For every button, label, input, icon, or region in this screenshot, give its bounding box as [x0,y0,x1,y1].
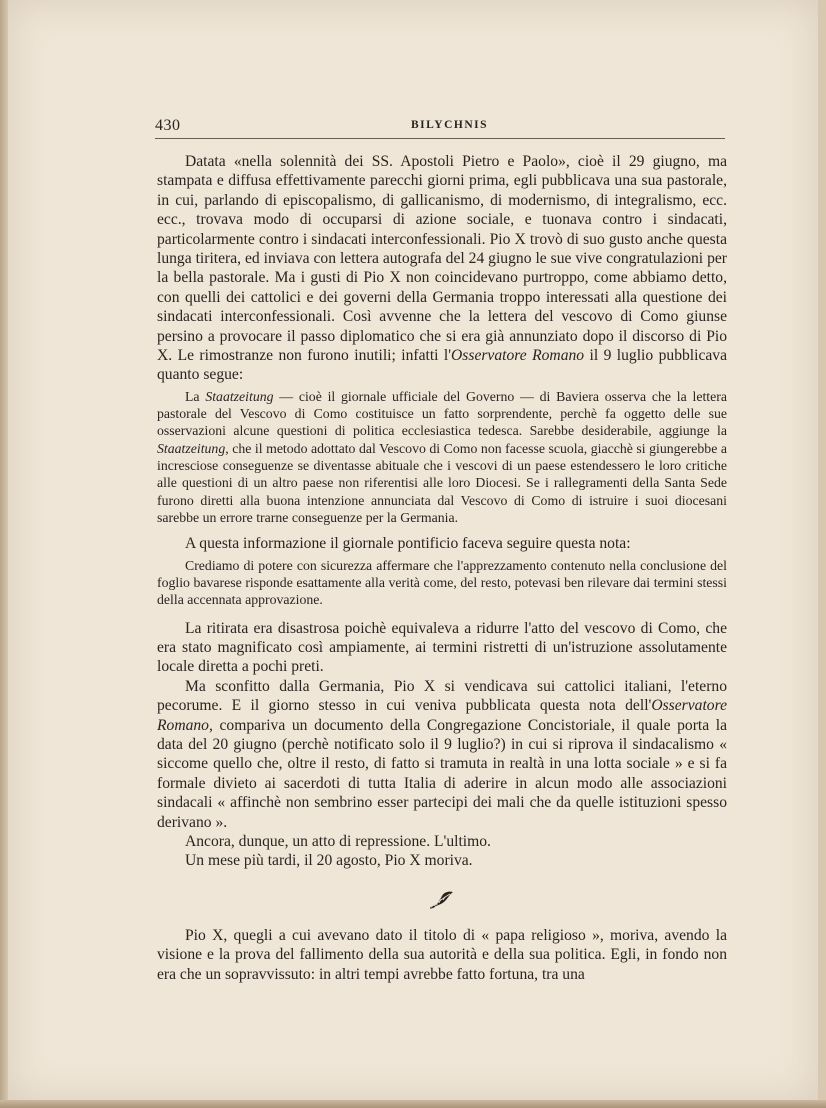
quote-1-start: La [185,388,206,404]
running-head: BILYCHNIS [411,119,488,131]
quote-1-mid: — cioè il giornale ufficiale del Governo — di Baviera osserva che la lettera pastorale del Vescovo di Como costituisce un fatto sorprendente, perchè fa oggetto delle sue osservazioni alcune questioni di politica ecclesiastica tedesca. Sarebbe desiderabile, aggiunge la [157,388,727,439]
block-quote-1 [157,388,727,526]
paragraph-7: Pio X, quegli a cui avevano dato il titolo di « papa religioso », moriva, avendo la visione e la prova del fallimento della sua autorità e della sua politica. Egli, in fondo non era che un sopravvissuto: in altri tempi avrebbe fatto fortuna, tra una [157,926,727,983]
leaf-fleuron-icon [428,885,456,910]
paragraph-2: A questa informazione il giornale pontificio faceva seguire questa nota: [185,535,631,553]
page-number: 430 [155,117,181,134]
newspaper-title: Staatzeitung [157,440,226,456]
paragraph-1 [157,152,727,385]
paragraph-4-end: compariva un documento della Congregazione Concistoriale, il quale porta la data del 20 giugno (perchè notificato solo il 9 luglio?) in cui si riprova il sindacalismo « siccome quello che, oltre il resto, di fatto si tramuta in realtà in una lotta sociale » e si fa formale divieto ai sacerdoti di tutta Italia di aderire in alcun modo alle associazioni sindacali « affinchè non sembrino esser partecipi dei mali che da quelle istituzioni spesso derivano ». [157,716,727,831]
page-body [157,152,727,984]
paragraph-4-start: Ma sconfitto dalla Germania, Pio X si vendicava sui cattolici italiani, l'eterno pecorume. E il giorno stesso in cui veniva pubblicata questa nota dell' [157,677,727,715]
newspaper-title: Osservatore Romano, [157,697,727,734]
page-header [155,117,725,139]
paragraph-5: Ancora, dunque, un atto di repressione. L'ultimo. [185,833,491,851]
header-rule [155,138,725,139]
page-edge-bottom [0,1100,826,1108]
paragraph-6: Un mese più tardi, il 20 agosto, Pio X moriva. [185,852,473,870]
newspaper-title: Osservatore Romano [451,347,585,365]
newspaper-title: Staatzeitung [205,388,274,404]
page-edge-left [0,0,8,1108]
paragraph-4 [157,677,727,832]
paragraph-1-end: il 9 luglio pubblicava quanto segue: [157,347,728,384]
block-quote-2: Crediamo di potere con sicurezza affermare che l'apprezzamento contenuto nella conclusione del foglio bavarese risponde esattamente alla verità come, del resto, potevasi ben rilevare dai termini stessi della accennata approvazione. [157,557,727,608]
paragraph-1-text: Datata «nella solennità dei SS. Apostoli Pietro e Paolo», cioè il 29 giugno, ma stampata e diffusa effettivamente parecchi giorni prima, egli pubblicava una sua pastorale, in cui, parlando di episcopalismo, di gallicanismo, di modernismo, di integralismo, ecc. ecc., trovava modo di occuparsi di azione sociale, e tuonava contro i sindacati, particolarmente contro i sindacati interconfessionali. Pio X trovò di suo gusto anche questa lunga tiritera, ed inviava con lettera autografa del 24 giugno le sue vive congratulazioni per la bella pastorale. Ma i gusti di Pio X non coincidevano purtroppo, come abbiamo detto, con quelli dei cattolici e dei governi della Germania troppo interessati alla questione dei sindacati interconfessionali. Così avvenne che la lettera del vescovo di Como giunse persino a provocare il passo diplomatico che si era già annunziato dopo il discorso di Pio X. Le rimostranze non furono inutili; infatti l' [157,153,727,365]
section-ornament [157,887,727,910]
paragraph-3: La ritirata era disastrosa poichè equivaleva a ridurre l'atto del vescovo di Como, che era stato magnificato così ampiamente, ai termini ristretti di un'istruzione assolutamente locale diretta a pochi preti. [157,619,727,676]
quote-1-end: , che il metodo adottato dal Vescovo di Como non facesse scuola, giacchè si giungerebbe a incresciose conseguenze se diventasse abituale che i vescovi di un paese estendessero le loro critiche alle questioni di un altro paese non riferentisi alle loro Diocesi. Se i rallegramenti della Santa Sede furono diretti alla buona intenzione annunciata dal Vescovo di Como di istruire i suoi diocesani sarebbe un errore trarne conseguenze per la Germania. [157,440,727,525]
